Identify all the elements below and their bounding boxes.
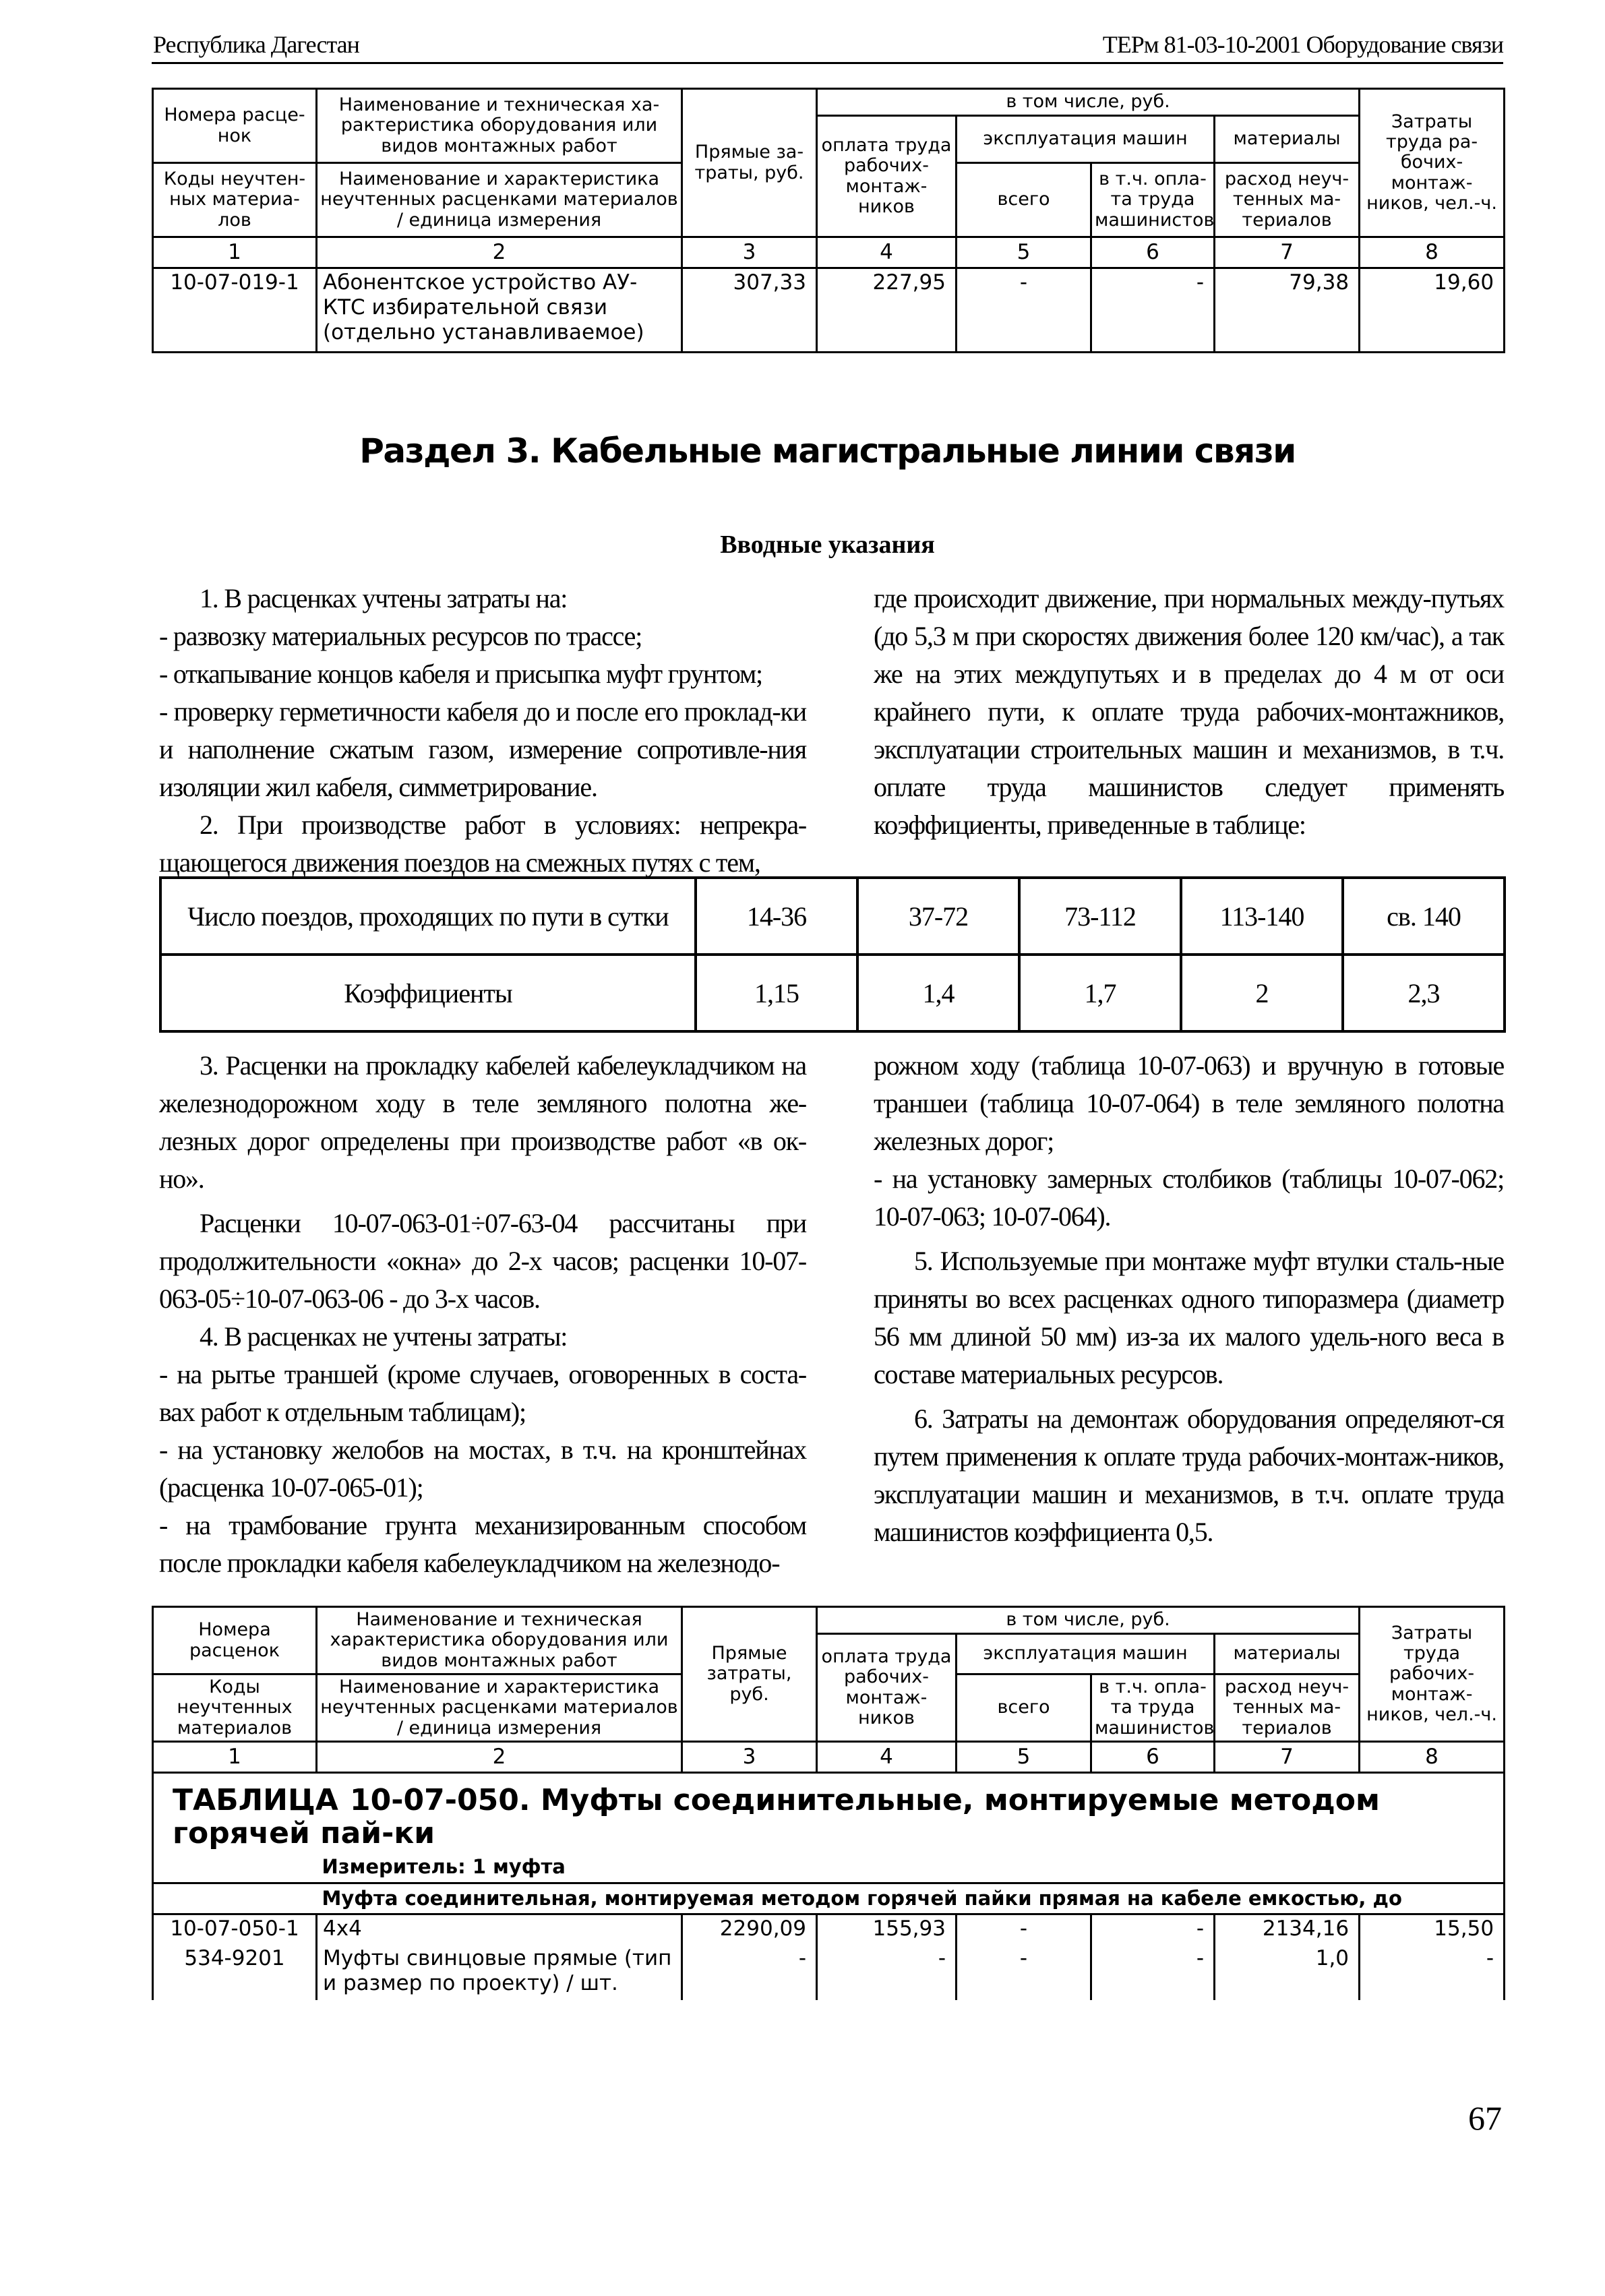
col-num: 3 xyxy=(682,237,817,268)
rate-name: 4х4 xyxy=(317,1914,682,1945)
coef-value: 2 xyxy=(1181,955,1343,1031)
col-num: 6 xyxy=(1091,237,1215,268)
paragraph: рожном ходу (таблица 10-07-063) и вручную в готовые траншеи (таблица 10-07-064) в теле земляного полотна железных дорог; xyxy=(874,1050,1504,1156)
paragraph: 2. При производстве работ в условиях: непрекра-щающегося движения поездов на смежных путях с тем, xyxy=(159,810,806,878)
col-num: 2 xyxy=(317,237,682,268)
head-machines-total: всего xyxy=(957,163,1091,237)
col-num: 4 xyxy=(817,1742,957,1773)
rate-code: 10-07-050-1 xyxy=(153,1914,317,1945)
head-machines: эксплуатация машин xyxy=(957,116,1215,163)
coef-value: 1,15 xyxy=(696,955,857,1031)
coefficient-table xyxy=(159,876,1506,1033)
head-group-rub: в том числе, руб. xyxy=(817,89,1360,116)
table-title xyxy=(153,1772,1505,1852)
col-num: 6 xyxy=(1091,1742,1215,1773)
coef-range: 37-72 xyxy=(857,878,1019,955)
head-machinist-pay: в т.ч. опла-та труда машинистов xyxy=(1091,163,1215,237)
column-number-row xyxy=(153,1742,1505,1773)
head-labor-pay: оплата труда рабочих-монтаж-ников xyxy=(817,1634,957,1742)
rate-code: 10-07-019-1 xyxy=(153,268,317,352)
material-code: 534-9201 xyxy=(153,1945,317,2000)
col-num: 8 xyxy=(1360,237,1505,268)
notes-right-column-2 xyxy=(874,1047,1504,1551)
table-title-text: 10-07-050. Муфты соединительные, монтируемые методом горячей пай-ки xyxy=(173,1782,1380,1850)
head-materials: материалы xyxy=(1215,1634,1360,1674)
material-direct: - xyxy=(682,1945,817,2000)
rates-table-10-07-050 xyxy=(152,1606,1505,2000)
head-material-codes: Коды неучтенных материалов xyxy=(153,1674,317,1742)
rate-machines-labor: - xyxy=(1091,1914,1215,1945)
material-hours: - xyxy=(1360,1945,1505,2000)
col-num: 1 xyxy=(153,1742,317,1773)
introductory-notes-heading: Вводные указания xyxy=(720,531,935,559)
head-material-consumption: расход неуч-тенных ма-териалов xyxy=(1215,1674,1360,1742)
running-header xyxy=(152,30,1503,64)
paragraph: 5. Используемые при монтаже муфт втулки сталь-ные приняты во всех расценках одного типоразмера (диаметр 56 мм длиной 50 мм) из-за их малого удель-ного веса в составе материальных ресурсов. xyxy=(874,1246,1504,1389)
coef-row-label-coefficients: Коэффициенты xyxy=(160,955,696,1031)
header-region: Республика Дагестан xyxy=(153,31,359,58)
head-rate-number: Номера расценок xyxy=(153,1607,317,1674)
head-direct-costs: Прямые за-траты, руб. xyxy=(682,89,817,237)
table-row xyxy=(153,268,1505,352)
section-title: Раздел 3. Кабельные магистральные линии связи xyxy=(359,431,1296,471)
coef-value: 1,4 xyxy=(857,955,1019,1031)
rate-direct: 2290,09 xyxy=(682,1914,817,1945)
page-number: 67 xyxy=(1468,2099,1502,2137)
col-num: 4 xyxy=(817,237,957,268)
head-labor-hours: Затраты труда ра-бочих-монтаж-ников, чел.-ч. xyxy=(1360,89,1505,237)
head-material-names: Наименование и характеристика неучтенных расценками материалов / единица измерения xyxy=(317,1674,682,1742)
coef-range: 73-112 xyxy=(1019,878,1181,955)
col-num: 5 xyxy=(957,1742,1091,1773)
rate-hours: 19,60 xyxy=(1360,268,1505,352)
column-number-row xyxy=(153,237,1505,268)
material-machines-total: - xyxy=(957,1945,1091,2000)
notes-left-column-2 xyxy=(159,1047,806,1582)
rate-labor: 227,95 xyxy=(817,268,957,352)
paragraph: где происходит движение, при нормальных между-путьях (до 5,3 м при скоростях движения более 120 км/час), а так же на этих междупутьях и в пределах до 4 м от оси крайнего пути, к оплате труда рабочих-монтажников, эксплуатации строительных машин и механизмов, в т.ч. оплате труда машинистов следует применять коэффициенты, приведенные в таблице: xyxy=(874,583,1504,840)
head-material-consumption: расход неуч-тенных ма-териалов xyxy=(1215,163,1360,237)
col-num: 2 xyxy=(317,1742,682,1773)
coef-value: 2,3 xyxy=(1343,955,1505,1031)
col-num: 1 xyxy=(153,237,317,268)
paragraph: - на трамбование грунта механизированным способом после прокладки кабеля кабелеукладчиком на железнодо- xyxy=(159,1510,806,1578)
head-material-names: Наименование и характеристика неучтенных расценками материалов / единица измерения xyxy=(317,163,682,237)
coef-row-label-trains: Число поездов, проходящих по пути в сутки xyxy=(160,878,696,955)
coef-range: 113-140 xyxy=(1181,878,1343,955)
head-machines-total: всего xyxy=(957,1674,1091,1742)
table-row xyxy=(153,1945,1505,2000)
coef-range: 14-36 xyxy=(696,878,857,955)
rates-table-top xyxy=(152,88,1505,353)
paragraph: - на установку желобов на мостах, в т.ч. на кронштейнах (расценка 10-07-065-01); xyxy=(159,1434,806,1503)
head-machines: эксплуатация машин xyxy=(957,1634,1215,1674)
rate-hours: 15,50 xyxy=(1360,1914,1505,1945)
table-row xyxy=(153,1914,1505,1945)
head-work-name: Наименование и техническая ха-рактеристика оборудования или видов монтажных работ xyxy=(317,89,682,163)
notes-left-column-1 xyxy=(159,580,806,882)
table-title-prefix: ТАБЛИЦА xyxy=(173,1782,338,1817)
rate-machines-total: - xyxy=(957,268,1091,352)
rate-name: Абонентское устройство АУ-КТС избирательной связи (отдельно устанавливаемое) xyxy=(317,268,682,352)
measurement-unit: Измеритель: 1 муфта xyxy=(322,1854,566,1878)
rate-materials: 2134,16 xyxy=(1215,1914,1360,1945)
head-machinist-pay: в т.ч. опла-та труда машинистов xyxy=(1091,1674,1215,1742)
paragraph: - на рытье траншей (кроме случаев, оговоренных в соста-вах работ к отдельным таблицам); xyxy=(159,1359,806,1427)
head-work-name: Наименование и техническая характеристика оборудования или видов монтажных работ xyxy=(317,1607,682,1674)
head-rate-number: Номера расце-нок xyxy=(153,89,317,163)
material-labor: - xyxy=(817,1945,957,2000)
col-num: 5 xyxy=(957,237,1091,268)
material-machines-labor: - xyxy=(1091,1945,1215,2000)
col-num: 3 xyxy=(682,1742,817,1773)
rate-direct: 307,33 xyxy=(682,268,817,352)
table-subtitle: Муфта соединительная, монтируемая методом горячей пайки прямая на кабеле емкостью, до xyxy=(322,1887,1402,1910)
rate-machines-total: - xyxy=(957,1914,1091,1945)
paragraph: 1. В расценках учтены затраты на: xyxy=(200,583,568,613)
col-num: 8 xyxy=(1360,1742,1505,1773)
rate-machines-labor: - xyxy=(1091,268,1215,352)
paragraph: - откапывание концов кабеля и присыпка муфт грунтом; xyxy=(159,659,762,689)
paragraph: - проверку герметичности кабеля до и после его проклад-ки и наполнение сжатым газом, измерение сопротивле-ния изоляции жил кабеля, симметрирование. xyxy=(159,696,806,802)
col-num: 7 xyxy=(1215,237,1360,268)
coef-value: 1,7 xyxy=(1019,955,1181,1031)
head-labor-pay: оплата труда рабочих-монтаж-ников xyxy=(817,116,957,237)
paragraph: 6. Затраты на демонтаж оборудования определяют-ся путем применения к оплате труда рабочих-монтаж-ников, эксплуатации машин и механизмов, в т.ч. оплате труда машинистов коэффициента 0,5. xyxy=(874,1403,1504,1547)
rate-labor: 155,93 xyxy=(817,1914,957,1945)
head-direct-costs: Прямые затраты, руб. xyxy=(682,1607,817,1742)
head-group-rub: в том числе, руб. xyxy=(817,1607,1360,1634)
coef-range: св. 140 xyxy=(1343,878,1505,955)
paragraph: 4. В расценках не учтены затраты: xyxy=(200,1321,568,1352)
head-materials: материалы xyxy=(1215,116,1360,163)
paragraph: 3. Расценки на прокладку кабелей кабелеукладчиком на железнодорожном ходу в теле земляного полотна же-лезных дорог определены при производстве работ «в ок-но». xyxy=(159,1050,806,1194)
paragraph: Расценки 10-07-063-01÷07-63-04 рассчитаны при продолжительности «окна» до 2-х часов; расценки 10-07-063-05÷10-07-063-06 - до 3-х часов. xyxy=(159,1208,806,1314)
header-document-code: ТЕРм 81-03-10-2001 Оборудование связи xyxy=(1102,31,1503,58)
head-material-codes: Коды неучтен-ных материа-лов xyxy=(153,163,317,237)
notes-right-column-1 xyxy=(874,580,1504,844)
material-name: Муфты свинцовые прямые (тип и размер по проекту) / шт. xyxy=(317,1945,682,2000)
paragraph: - развозку материальных ресурсов по трассе; xyxy=(159,621,642,651)
rate-materials: 79,38 xyxy=(1215,268,1360,352)
material-consumption: 1,0 xyxy=(1215,1945,1360,2000)
col-num: 7 xyxy=(1215,1742,1360,1773)
head-labor-hours: Затраты труда рабочих-монтаж-ников, чел.-ч. xyxy=(1360,1607,1505,1742)
paragraph: - на установку замерных столбиков (таблицы 10-07-062; 10-07-063; 10-07-064). xyxy=(874,1164,1504,1232)
